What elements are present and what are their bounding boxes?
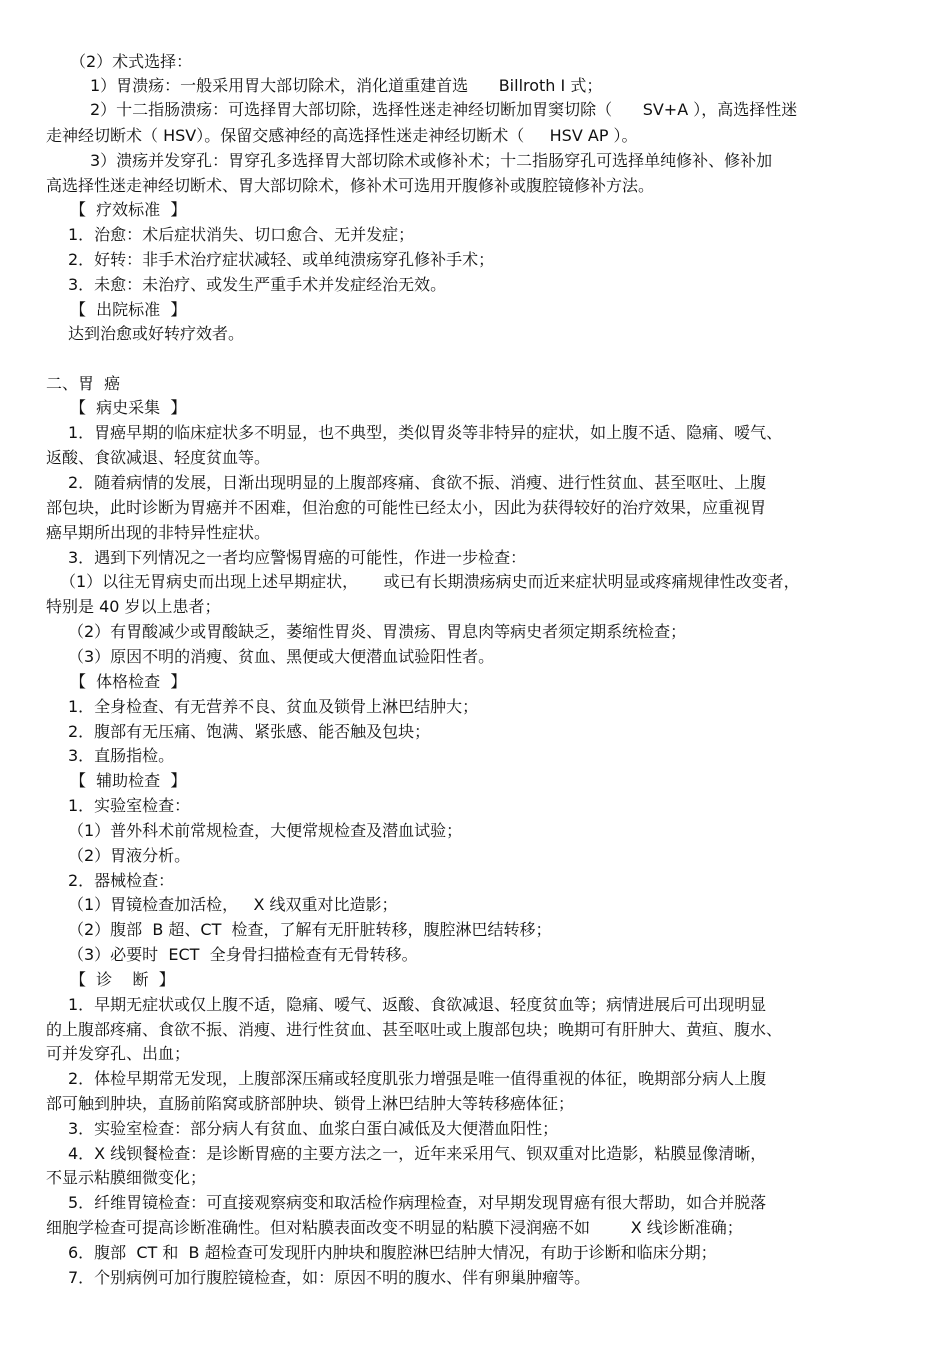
- text-line-30: 1．实验室检查：: [68, 796, 191, 815]
- text-line-10: 3．未愈：未治疗、或发生严重手术并发症经治无效。: [68, 275, 447, 294]
- text-line-3: 2）十二指肠溃疡：可选择胃大部切除，选择性迷走神经切断加胃窦切除（ SV+A ），高选择性迷: [90, 100, 798, 119]
- text-line-47: 细胞学检查可提高诊断准确性。但对粘膜表面改变不明显的粘膜下浸润癌不如 X 线诊断准确；: [46, 1218, 743, 1237]
- text-line-44: 4．X 线钡餐检查：是诊断胃癌的主要方法之一，近年来采用气、钡双重对比造影，粘膜显像清晰，: [68, 1144, 767, 1163]
- text-line-42: 部可触到肿块，直肠前陷窝或脐部肿块、锁骨上淋巴结肿大等转移癌体征；: [46, 1094, 575, 1113]
- text-line-12: 达到治愈或好转疗效者。: [68, 324, 245, 343]
- text-line-39: 的上腹部疼痛、食欲不振、消瘦、进行性贫血、甚至呕吐或上腹部包块；晚期可有肝肿大、黄疸、腹水、: [46, 1020, 783, 1039]
- text-line-8: 1．治愈：术后症状消失、切口愈合、无并发症；: [68, 225, 415, 244]
- text-line-46: 5．纤维胃镜检查：可直接观察病变和取活检作病理检查，对早期发现胃癌有很大帮助，如合并脱落: [68, 1193, 767, 1212]
- text-line-1: （2）术式选择：: [70, 52, 193, 71]
- section-heading-physical-exam: 【 体格检查 】: [70, 672, 187, 691]
- text-line-6: 高选择性迷走神经切断术、胃大部切除术，修补术可选用开腹修补或腹腔镜修补方法。: [46, 176, 655, 195]
- text-line-31: （1）普外科术前常规检查，大便常规检查及潜血试验；: [68, 821, 463, 840]
- text-line-22: 特别是 40 岁以上患者；: [46, 597, 221, 616]
- text-line-27: 2．腹部有无压痛、饱满、紧张感、能否触及包块；: [68, 722, 431, 741]
- section-heading-discharge: 【 出院标准 】: [70, 300, 187, 319]
- text-line-34: （1）胃镜检查加活检， X 线双重对比造影；: [68, 895, 398, 914]
- text-line-23: （2）有胃酸减少或胃酸缺乏，萎缩性胃炎、胃溃疡、胃息肉等病史者须定期系统检查；: [68, 622, 687, 641]
- chapter-title-gastric-cancer: 二、胃 癌: [46, 374, 121, 393]
- text-line-15: 1．胃癌早期的临床症状多不明显，也不典型，类似胃炎等非特异的症状，如上腹不适、隐痛、嗳气、: [68, 423, 783, 442]
- text-line-26: 1．全身检查、有无营养不良、贫血及锁骨上淋巴结肿大；: [68, 697, 479, 716]
- text-line-21: （1）以往无胃病史而出现上述早期症状， 或已有长期溃疡病史而近来症状明显或疼痛规律性改变者，: [60, 572, 800, 591]
- text-line-5: 3）溃疡并发穿孔：胃穿孔多选择胃大部切除术或修补术；十二指肠穿孔可选择单纯修补、修补加: [90, 151, 773, 170]
- text-line-19: 癌早期所出现的非特异性症状。: [46, 523, 271, 542]
- text-line-16: 返酸、食欲减退、轻度贫血等。: [46, 448, 271, 467]
- text-line-4: 走神经切断术（ HSV）。保留交感神经的高选择性迷走神经切断术（ HSV AP ）。: [46, 126, 638, 145]
- section-heading-auxiliary-exam: 【 辅助检查 】: [70, 771, 187, 790]
- text-line-32: （2）胃液分析。: [68, 846, 191, 865]
- text-line-2: 1）胃溃疡：一般采用胃大部切除术，消化道重建首选 Billroth Ⅰ 式；: [90, 76, 603, 95]
- text-line-33: 2．器械检查：: [68, 871, 175, 890]
- text-line-9: 2．好转：非手术治疗症状减轻、或单纯溃疡穿孔修补手术；: [68, 250, 495, 269]
- text-line-45: 不显示粘膜细微变化；: [46, 1168, 207, 1187]
- text-line-17: 2．随着病情的发展，日渐出现明显的上腹部疼痛、食欲不振、消瘦、进行性贫血、甚至呕吐、上腹: [68, 473, 767, 492]
- text-line-40: 可并发穿孔、出血；: [46, 1044, 191, 1063]
- text-line-24: （3）原因不明的消瘦、贫血、黑便或大便潜血试验阳性者。: [68, 647, 495, 666]
- text-line-35: （2）腹部 B 超、CT 检查，了解有无肝脏转移，腹腔淋巴结转移；: [68, 920, 552, 939]
- text-line-49: 7．个别病例可加行腹腔镜检查，如：原因不明的腹水、伴有卵巢肿瘤等。: [68, 1268, 591, 1287]
- section-heading-efficacy: 【 疗效标准 】: [70, 200, 187, 219]
- text-line-28: 3．直肠指检。: [68, 746, 175, 765]
- text-line-48: 6．腹部 CT 和 B 超检查可发现肝内肿块和腹腔淋巴结肿大情况，有助于诊断和临床分期；: [68, 1243, 717, 1262]
- text-line-18: 部包块，此时诊断为胃癌并不困难，但治愈的可能性已经太小，因此为获得较好的治疗效果，应重视胃: [46, 498, 767, 517]
- text-line-41: 2．体检早期常无发现，上腹部深压痛或轻度肌张力增强是唯一值得重视的体征，晚期部分病人上腹: [68, 1069, 767, 1088]
- text-line-20: 3．遇到下列情况之一者均应警惕胃癌的可能性，作进一步检查：: [68, 548, 527, 567]
- text-line-38: 1．早期无症状或仅上腹不适，隐痛、嗳气、返酸、食欲减退、轻度贫血等；病情进展后可出现明显: [68, 995, 767, 1014]
- section-heading-diagnosis: 【 诊 断 】: [70, 970, 175, 989]
- section-heading-history: 【 病史采集 】: [70, 398, 187, 417]
- text-line-36: （3）必要时 ECT 全身骨扫描检查有无骨转移。: [68, 945, 418, 964]
- text-line-43: 3．实验室检查：部分病人有贫血、血浆白蛋白减低及大便潜血阳性；: [68, 1119, 559, 1138]
